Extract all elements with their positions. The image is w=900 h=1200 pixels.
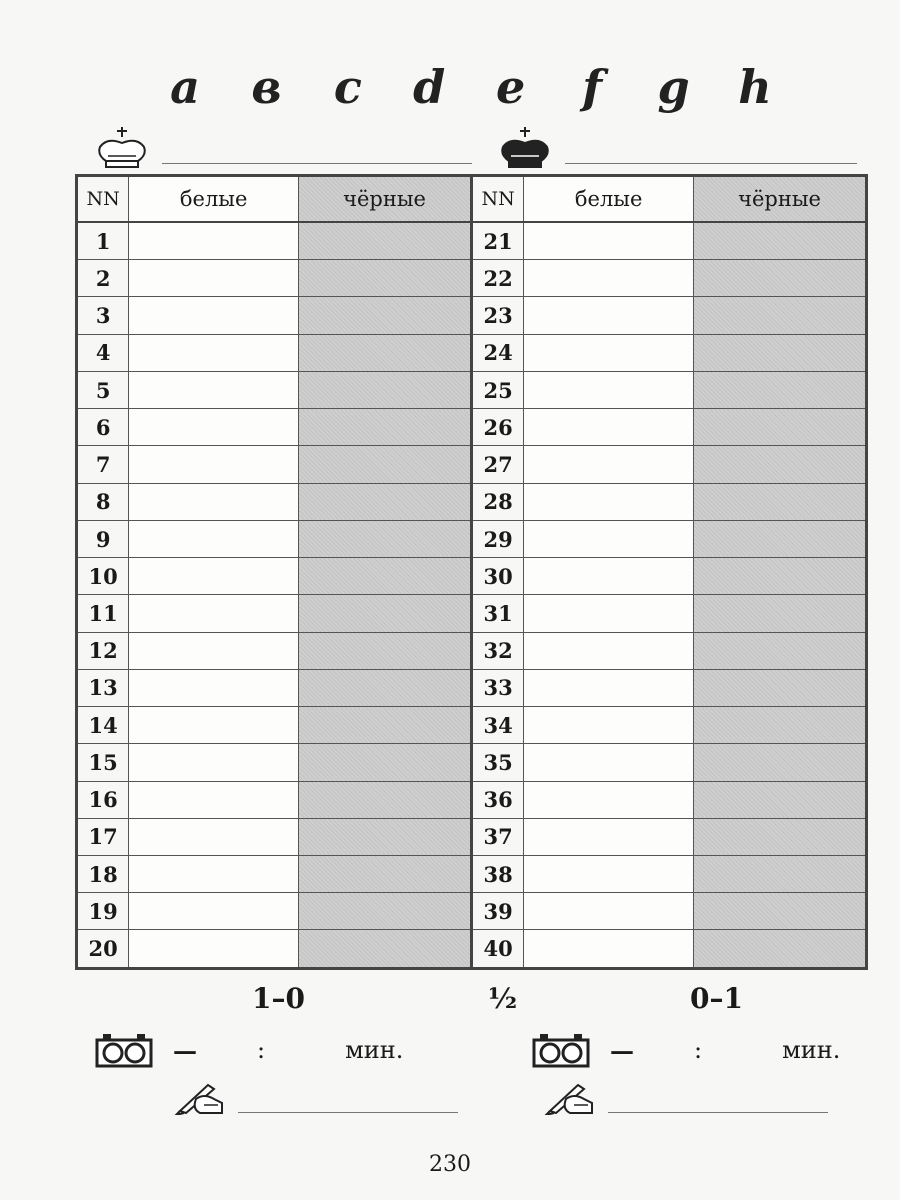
table-row: [77, 371, 867, 408]
table-row: [77, 409, 867, 446]
table-row: [77, 297, 867, 334]
table-row: [77, 446, 867, 483]
table-row: [77, 669, 867, 706]
black-move-cell[interactable]: [299, 260, 472, 297]
white-header: белые: [524, 176, 694, 223]
white-move-cell[interactable]: [129, 893, 299, 930]
black-move-cell[interactable]: [694, 781, 867, 818]
table-row: [77, 632, 867, 669]
white-move-cell[interactable]: [129, 781, 299, 818]
white-move-cell[interactable]: [524, 930, 694, 969]
black-move-cell[interactable]: [694, 297, 867, 334]
black-move-cell[interactable]: [299, 707, 472, 744]
black-move-cell[interactable]: [694, 669, 867, 706]
black-move-cell[interactable]: [694, 707, 867, 744]
white-move-cell[interactable]: [129, 818, 299, 855]
white-move-cell[interactable]: [129, 222, 299, 260]
move-number: 13: [77, 669, 129, 706]
file-label: a: [170, 60, 200, 114]
black-move-cell[interactable]: [299, 371, 472, 408]
move-number: 32: [471, 632, 523, 669]
table-row: [77, 520, 867, 557]
white-move-cell[interactable]: [524, 632, 694, 669]
white-move-cell[interactable]: [524, 744, 694, 781]
white-move-cell[interactable]: [129, 707, 299, 744]
move-number: 19: [77, 893, 129, 930]
black-move-cell[interactable]: [299, 669, 472, 706]
scoresheet-body: [77, 222, 867, 969]
move-number: 12: [77, 632, 129, 669]
chess-clock-icon: [532, 1032, 590, 1068]
move-number: 22: [471, 260, 523, 297]
move-number: 3: [77, 297, 129, 334]
black-move-cell[interactable]: [299, 409, 472, 446]
table-row: [77, 744, 867, 781]
white-move-cell[interactable]: [524, 558, 694, 595]
black-move-cell[interactable]: [694, 371, 867, 408]
black-move-cell[interactable]: [299, 446, 472, 483]
black-move-cell[interactable]: [694, 260, 867, 297]
white-move-cell[interactable]: [129, 297, 299, 334]
table-row: [77, 893, 867, 930]
move-number: 29: [471, 520, 523, 557]
minutes-label: мин.: [345, 1036, 404, 1064]
pen-hand-icon: [170, 1079, 226, 1115]
white-king-icon: [92, 125, 152, 170]
white-move-cell[interactable]: [524, 483, 694, 520]
table-row: [77, 595, 867, 632]
move-number: 36: [471, 781, 523, 818]
white-move-cell[interactable]: [129, 260, 299, 297]
white-move-cell[interactable]: [129, 409, 299, 446]
white-move-cell[interactable]: [129, 595, 299, 632]
white-move-cell[interactable]: [129, 371, 299, 408]
nn-header: NN: [471, 176, 523, 223]
white-move-cell[interactable]: [524, 371, 694, 408]
black-move-cell[interactable]: [299, 558, 472, 595]
pen-hand-icon: [540, 1079, 596, 1115]
table-row: [77, 818, 867, 855]
table-row: [77, 334, 867, 371]
table-header-row: [77, 176, 867, 223]
table-row: [77, 781, 867, 818]
table-row: [77, 930, 867, 969]
file-label: в: [251, 60, 282, 114]
results-row: [0, 982, 900, 1022]
black-move-cell[interactable]: [694, 520, 867, 557]
white-move-cell[interactable]: [129, 669, 299, 706]
black-signature-row: [540, 1075, 828, 1115]
clock-dash: —: [610, 1035, 634, 1065]
move-number: 8: [77, 483, 129, 520]
move-number: 39: [471, 893, 523, 930]
black-move-cell[interactable]: [299, 893, 472, 930]
move-number: 10: [77, 558, 129, 595]
file-label: h: [738, 60, 772, 114]
white-move-cell[interactable]: [524, 520, 694, 557]
move-number: 17: [77, 818, 129, 855]
file-label: d: [413, 60, 446, 114]
move-number: 37: [471, 818, 523, 855]
white-move-cell[interactable]: [129, 334, 299, 371]
table-row: [77, 558, 867, 595]
black-move-cell[interactable]: [694, 222, 867, 260]
black-move-cell[interactable]: [694, 446, 867, 483]
scoresheet-table: [75, 174, 868, 970]
move-number: 15: [77, 744, 129, 781]
white-move-cell[interactable]: [524, 334, 694, 371]
black-header: чёрные: [299, 176, 472, 223]
clock-colon: :: [694, 1036, 703, 1064]
white-move-cell[interactable]: [524, 260, 694, 297]
black-move-cell[interactable]: [694, 893, 867, 930]
move-number: 20: [77, 930, 129, 969]
white-move-cell[interactable]: [524, 669, 694, 706]
white-move-cell[interactable]: [129, 930, 299, 969]
result-draw[interactable]: ½: [488, 982, 518, 1015]
white-move-cell[interactable]: [524, 297, 694, 334]
chess-clock-icon: [95, 1032, 153, 1068]
move-number: 16: [77, 781, 129, 818]
black-move-cell[interactable]: [299, 222, 472, 260]
move-number: 40: [471, 930, 523, 969]
black-move-cell[interactable]: [694, 744, 867, 781]
white-move-cell[interactable]: [524, 818, 694, 855]
black-move-cell[interactable]: [694, 856, 867, 893]
white-move-cell[interactable]: [524, 446, 694, 483]
move-number: 35: [471, 744, 523, 781]
black-move-cell[interactable]: [694, 558, 867, 595]
black-move-cell[interactable]: [694, 632, 867, 669]
black-king-icon: [495, 125, 555, 170]
black-move-cell[interactable]: [299, 595, 472, 632]
move-number: 2: [77, 260, 129, 297]
white-move-cell[interactable]: [129, 520, 299, 557]
white-player-name-field[interactable]: [162, 162, 472, 164]
move-number: 6: [77, 409, 129, 446]
result-white-win[interactable]: 1–0: [252, 982, 305, 1015]
move-number: 34: [471, 707, 523, 744]
white-signature-field[interactable]: [238, 1112, 458, 1113]
black-move-cell[interactable]: [299, 856, 472, 893]
file-label: e: [496, 60, 526, 114]
black-move-cell[interactable]: [694, 334, 867, 371]
table-row: [77, 856, 867, 893]
black-clock-row: [532, 1030, 840, 1070]
white-move-cell[interactable]: [524, 781, 694, 818]
file-label: g: [657, 60, 690, 114]
white-move-cell[interactable]: [524, 222, 694, 260]
white-move-cell[interactable]: [129, 632, 299, 669]
file-label: c: [333, 60, 362, 114]
black-header: чёрные: [694, 176, 867, 223]
move-number: 24: [471, 334, 523, 371]
move-number: 9: [77, 520, 129, 557]
black-move-cell[interactable]: [299, 334, 472, 371]
move-number: 7: [77, 446, 129, 483]
move-number: 28: [471, 483, 523, 520]
white-move-cell[interactable]: [524, 893, 694, 930]
white-player-line: [92, 120, 472, 170]
move-number: 30: [471, 558, 523, 595]
white-clock-row: [95, 1030, 403, 1070]
move-number: 14: [77, 707, 129, 744]
black-move-cell[interactable]: [299, 632, 472, 669]
move-number: 27: [471, 446, 523, 483]
table-row: [77, 260, 867, 297]
table-row: [77, 222, 867, 260]
white-move-cell[interactable]: [524, 409, 694, 446]
black-move-cell[interactable]: [694, 409, 867, 446]
clock-colon: :: [257, 1036, 266, 1064]
move-number: 33: [471, 669, 523, 706]
move-number: 23: [471, 297, 523, 334]
black-move-cell[interactable]: [299, 483, 472, 520]
move-number: 4: [77, 334, 129, 371]
black-signature-field[interactable]: [608, 1112, 828, 1113]
table-row: [77, 483, 867, 520]
white-move-cell[interactable]: [524, 595, 694, 632]
result-black-win[interactable]: 0–1: [690, 982, 743, 1015]
white-move-cell[interactable]: [524, 856, 694, 893]
move-number: 5: [77, 371, 129, 408]
white-move-cell[interactable]: [129, 856, 299, 893]
black-move-cell[interactable]: [694, 818, 867, 855]
move-number: 31: [471, 595, 523, 632]
move-number: 38: [471, 856, 523, 893]
white-move-cell[interactable]: [524, 707, 694, 744]
black-move-cell[interactable]: [299, 297, 472, 334]
file-label: f: [582, 60, 602, 114]
files-row: [150, 52, 790, 122]
black-player-line: [495, 120, 857, 170]
move-number: 1: [77, 222, 129, 260]
black-move-cell[interactable]: [299, 744, 472, 781]
move-number: 25: [471, 371, 523, 408]
white-move-cell[interactable]: [129, 446, 299, 483]
black-move-cell[interactable]: [694, 483, 867, 520]
white-move-cell[interactable]: [129, 744, 299, 781]
clock-dash: —: [173, 1035, 197, 1065]
black-move-cell[interactable]: [299, 818, 472, 855]
black-move-cell[interactable]: [694, 930, 867, 969]
black-player-name-field[interactable]: [565, 162, 857, 164]
move-number: 11: [77, 595, 129, 632]
white-move-cell[interactable]: [129, 558, 299, 595]
move-number: 21: [471, 222, 523, 260]
black-move-cell[interactable]: [694, 595, 867, 632]
minutes-label: мин.: [782, 1036, 841, 1064]
white-move-cell[interactable]: [129, 483, 299, 520]
black-move-cell[interactable]: [299, 781, 472, 818]
move-number: 18: [77, 856, 129, 893]
black-move-cell[interactable]: [299, 520, 472, 557]
white-header: белые: [129, 176, 299, 223]
page-number: 230: [429, 1152, 471, 1177]
black-move-cell[interactable]: [299, 930, 472, 969]
nn-header: NN: [77, 176, 129, 223]
table-row: [77, 707, 867, 744]
move-number: 26: [471, 409, 523, 446]
white-signature-row: [170, 1075, 458, 1115]
